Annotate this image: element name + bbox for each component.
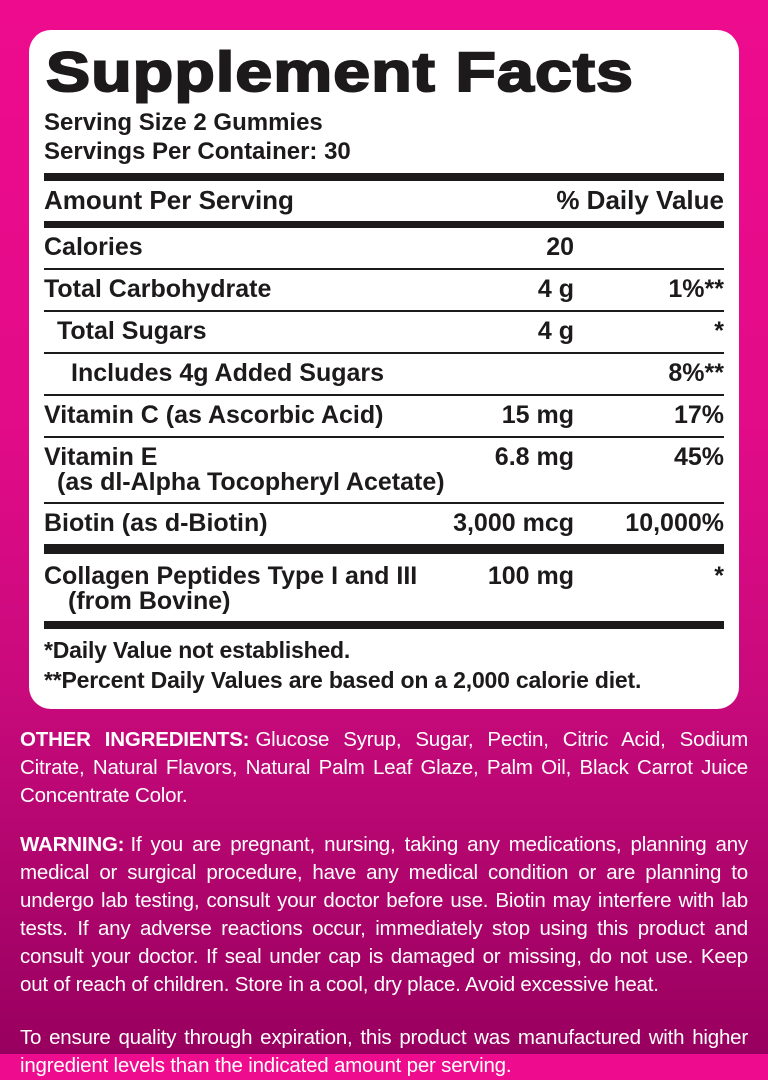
nutrient-table xyxy=(44,228,724,629)
footnote-percent-dv: **Percent Daily Values are based on a 2,000 calorie diet. xyxy=(44,667,642,693)
nutrient-amount: 15 mg xyxy=(501,401,574,429)
nutrient-dv: * xyxy=(714,562,724,590)
other-ingredients-text: Glucose Syrup, Sugar, Pectin, Citric Acid, Sodium Citrate, Natural Flavors, Natural Palm Leaf Glaze, Palm Oil, Black Carrot Juice Concentrate Color. xyxy=(20,728,748,807)
panel-title: Supplement Facts xyxy=(46,40,635,103)
divider-thick xyxy=(44,544,724,554)
nutrient-dv: 45% xyxy=(673,443,724,471)
table-row-calories xyxy=(44,228,724,268)
other-ingredients-paragraph xyxy=(20,726,748,810)
table-row-added-sugars xyxy=(44,352,724,394)
nutrient-amount: 20 xyxy=(546,233,574,261)
nutrient-name: Vitamin C (as Ascorbic Acid) xyxy=(44,401,384,429)
header-amount-per-serving: Amount Per Serving xyxy=(44,185,294,215)
table-row-biotin xyxy=(44,502,724,544)
nutrient-name: Total Carbohydrate xyxy=(44,275,272,303)
other-ingredients-lead: OTHER INGREDIENTS: xyxy=(20,728,250,751)
divider-thick xyxy=(44,621,724,629)
servings-per-container: Servings Per Container: 30 xyxy=(44,138,351,165)
quality-note-paragraph xyxy=(20,1024,748,1080)
warning-lead: WARNING: xyxy=(20,833,125,856)
nutrient-name: Collagen Peptides Type I and III xyxy=(44,562,418,590)
header-daily-value: % Daily Value xyxy=(556,185,724,215)
table-row-total-carbohydrate xyxy=(44,268,724,310)
footnote-dv-not-established: *Daily Value not established. xyxy=(44,637,351,663)
nutrient-name: Total Sugars xyxy=(57,317,207,345)
nutrient-amount: 4 g xyxy=(537,275,574,303)
nutrient-dv: * xyxy=(714,317,724,345)
quality-note-text: To ensure quality through expiration, this product was manufactured with higher ingredient levels than the indicated amount per serving. xyxy=(20,1026,748,1077)
warning-paragraph xyxy=(20,831,748,999)
nutrient-name: Calories xyxy=(44,233,143,261)
warning-text: If you are pregnant, nursing, taking any medications, planning any medical or surgical procedure, have any medical condition or are planning to undergo lab testing, consult your doctor before use. Biotin may interfere with lab tests. If any adverse reactions occur, immediately stop using this product and consult your doctor. If seal under cap is damaged or missing, do not use. Keep out of reach of children. Store in a cool, dry place. Avoid excessive heat. xyxy=(20,833,748,996)
divider-thick xyxy=(44,173,724,181)
nutrient-amount: 100 mg xyxy=(487,562,574,590)
serving-size: Serving Size 2 Gummies xyxy=(44,109,323,136)
table-row-total-sugars xyxy=(44,310,724,352)
nutrient-dv: 17% xyxy=(673,401,724,429)
nutrient-name: Biotin (as d-Biotin) xyxy=(44,509,268,537)
nutrient-dv: 1%** xyxy=(668,275,724,303)
divider-thick xyxy=(44,221,724,228)
nutrient-name-secondary: (as dl-Alpha Tocopheryl Acetate) xyxy=(57,468,445,496)
nutrient-name: Vitamin E xyxy=(44,443,158,471)
footnotes xyxy=(44,635,724,695)
table-row-vitamin-c xyxy=(44,394,724,436)
table-header xyxy=(44,181,724,221)
nutrient-amount: 4 g xyxy=(537,317,574,345)
table-row-collagen xyxy=(44,554,724,591)
supplement-facts-panel xyxy=(29,30,739,709)
nutrient-amount: 3,000 mcg xyxy=(453,509,574,537)
nutrient-name: Includes 4g Added Sugars xyxy=(71,359,385,387)
table-row-vitamin-e xyxy=(44,436,724,472)
nutrient-dv: 8%** xyxy=(668,359,724,387)
nutrient-amount: 6.8 mg xyxy=(494,443,574,471)
nutrient-name-secondary: (from Bovine) xyxy=(68,587,231,615)
nutrient-dv: 10,000% xyxy=(625,509,724,537)
